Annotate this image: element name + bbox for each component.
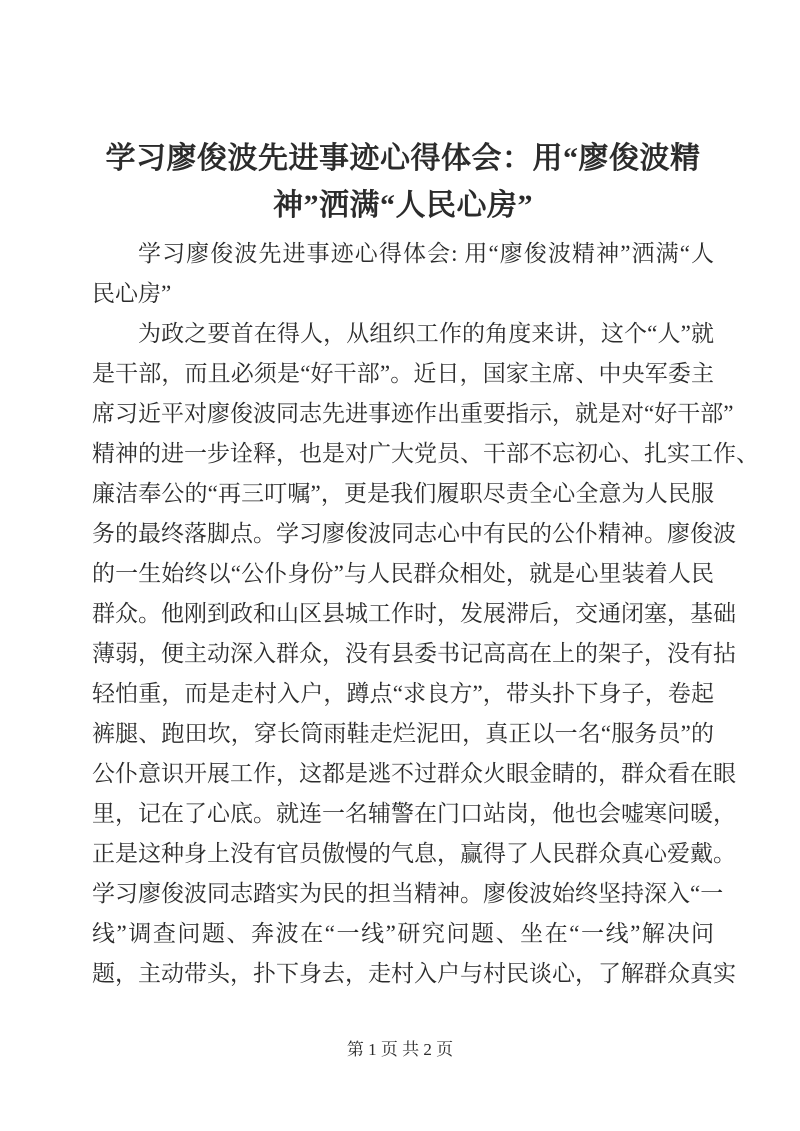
body-line: 薄弱，便主动深入群众，没有县委书记高高在上的架子，没有拈 <box>92 641 736 666</box>
body-line: 学习廖俊波同志踏实为民的担当精神。廖俊波始终坚持深入“一 <box>92 881 724 906</box>
body-line: 题，主动带头，扑下身去，走村入户与村民谈心，了解群众真实 <box>92 961 736 986</box>
body-line: 正是这种身上没有官员傲慢的气息，赢得了人民群众真心爱戴。 <box>92 841 736 866</box>
body-line: 务的最终落脚点。学习廖俊波同志心中有民的公仆精神。廖俊波 <box>92 521 736 546</box>
title-line-2: 神”洒满“人民心房” <box>273 189 533 222</box>
title-line-1: 学习廖俊波先进事迹心得体会：用“廖俊波精 <box>105 142 701 175</box>
document-body <box>92 234 759 994</box>
body-line: 为政之要首在得人，从组织工作的角度来讲，这个“人”就 <box>138 321 714 346</box>
body-line: 轻怕重，而是走村入户，蹲点“求良方”，带头扑下身子，卷起 <box>92 681 714 706</box>
body-line: 学习廖俊波先进事迹心得体会: 用“廖俊波精神”洒满“人 <box>138 241 714 266</box>
body-line: 民心房” <box>92 281 172 306</box>
body-line: 里，记在了心底。就连一名辅警在门口站岗，他也会嘘寒问暖， <box>92 801 736 826</box>
body-line: 是干部，而且必须是“好干部”。近日，国家主席、中央军委主 <box>92 361 714 386</box>
body-line: 席习近平对廖俊波同志先进事迹作出重要指示，就是对“好干部” <box>92 401 734 426</box>
body-line: 群众。他刚到政和山区县城工作时，发展滞后，交通闭塞，基础 <box>92 601 736 626</box>
body-line: 的一生始终以“公仆身份”与人民群众相处，就是心里装着人民 <box>92 561 714 586</box>
body-line: 精神的进一步诠释，也是对广大党员、干部不忘初心、扎实工作、 <box>92 441 759 466</box>
document-title <box>92 135 714 229</box>
body-line: 线”调查问题、奔波在“一线”研究问题、坐在“一线”解决问 <box>92 921 714 946</box>
page-footer <box>0 1039 800 1061</box>
body-line: 廉洁奉公的“再三叮嘱”，更是我们履职尽责全心全意为人民服 <box>92 481 714 506</box>
body-line: 公仆意识开展工作，这都是逃不过群众火眼金睛的，群众看在眼 <box>92 761 736 786</box>
body-line: 裤腿、跑田坎，穿长筒雨鞋走烂泥田，真正以一名“服务员”的 <box>92 721 714 746</box>
page-number-label: 第 1 页 共 2 页 <box>346 1040 454 1059</box>
